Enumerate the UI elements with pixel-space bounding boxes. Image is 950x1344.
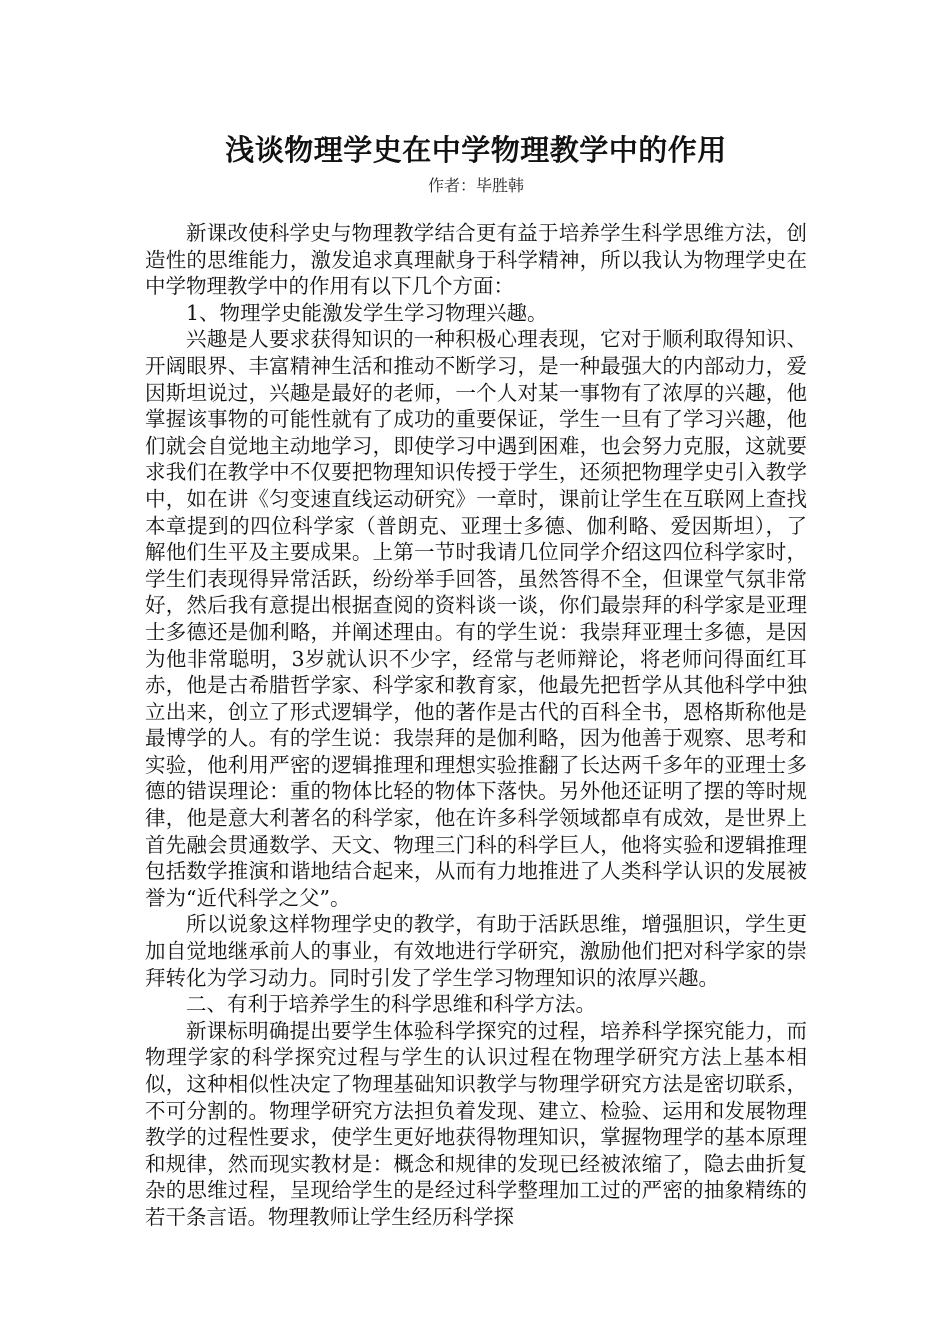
paragraph-interest: 兴趣是人要求获得知识的一种积极心理表现，它对于顺利取得知识、开阔眼界、丰富精神生活和推动不断学习，是一种最强大的内部动力，爱因斯坦说过，兴趣是最好的老师，一个人对某一事物有了浓厚的兴趣，他掌握该事物的可能性就有了成功的重要保证，学生一旦有了学习兴趣，他们就会自觉地主动地学习，即使学习中遇到困难，也会努力克服，这就要求我们在教学中不仅要把物理知识传授于学生，还须把物理学史引入教学中，如在讲《匀变速直线运动研究》一章时，课前让学生在互联网上查找本章提到的四位科学家（普朗克、亚理士多德、伽利略、爱因斯坦），了解他们生平及主要成果。上第一节时我请几位同学介绍这四位科学家时，学生们表现得异常活跃，纷纷举手回答，虽然答得不全，但课堂气氛非常好，然后我有意提出根据查阅的资料谈一谈，你们最崇拜的科学家是亚理士多德还是伽利略，并阐述理由。有的学生说：我崇拜亚理士多德，是因为他非常聪明，3岁就认识不少字，经常与老师辩论，将老师问得面红耳赤，他是古希腊哲学家、科学家和教育家，他最先把哲学从其他科学中独立出来，创立了形式逻辑学，他的著作是古代的百科全书，恩格斯称他是最博学的人。有的学生说：我崇拜的是伽利略，因为他善于观察、思考和实验，他利用严密的逻辑推理和理想实验推翻了长达两千多年的亚理士多德的错误理论：重的物体比轻的物体下落快。另外他还证明了摆的等时规律，他是意大利著名的科学家，他在许多科学领域都卓有成效，是世界上首先融会贯通数学、天文、物理三门科的科学巨人，他将实验和逻辑推理包括数学推演和谐地结合起来，从而有力地推进了人类科学认识的发展被誉为“近代科学之父”。 bbox=[145, 327, 807, 910]
document-body bbox=[145, 220, 807, 1231]
document-author: 作者：毕胜韩 bbox=[427, 176, 524, 195]
section-heading-2: 二、有利于培养学生的科学思维和科学方法。 bbox=[186, 992, 596, 1017]
document-page bbox=[145, 128, 807, 1231]
paragraph-intro: 新课改使科学史与物理教学结合更有益于培养学生科学思维方法，创造性的思维能力，激发追求真理献身于科学精神，所以我认为物理学史在中学物理教学中的作用有以下几个方面： bbox=[145, 221, 807, 299]
section-heading-1: 1、物理学史能激发学生学习物理兴趣。 bbox=[186, 300, 548, 325]
document-title: 浅谈物理学史在中学物理教学中的作用 bbox=[225, 133, 727, 167]
paragraph-scientific-method: 新课标明确提出要学生体验科学探究的过程，培养科学探究能力，而物理学家的科学探究过程与学生的认识过程在物理学研究方法上基本相似，这种相似性决定了物理基础知识教学与物理学研究方法是密切联系，不可分割的。物理学研究方法担负着发现、建立、检验、运用和发展物理教学的过程性要求，使学生更好地获得物理知识，掌握物理学的基本原理和规律，然而现实教材是：概念和规律的发现已经被浓缩了，隐去曲折复杂的思维过程，呈现给学生的是经过科学整理加工过的严密的抽象精练的若干条言语。物理教师让学生经历科学探 bbox=[145, 1018, 807, 1229]
paragraph-conclusion: 所以说象这样物理学史的教学，有助于活跃思维，增强胆识，学生更加自觉地继承前人的事业，有效地进行学研究，激励他们把对科学家的崇拜转化为学习动力。同时引发了学生学习物理知识的浓厚兴趣。 bbox=[145, 912, 807, 990]
